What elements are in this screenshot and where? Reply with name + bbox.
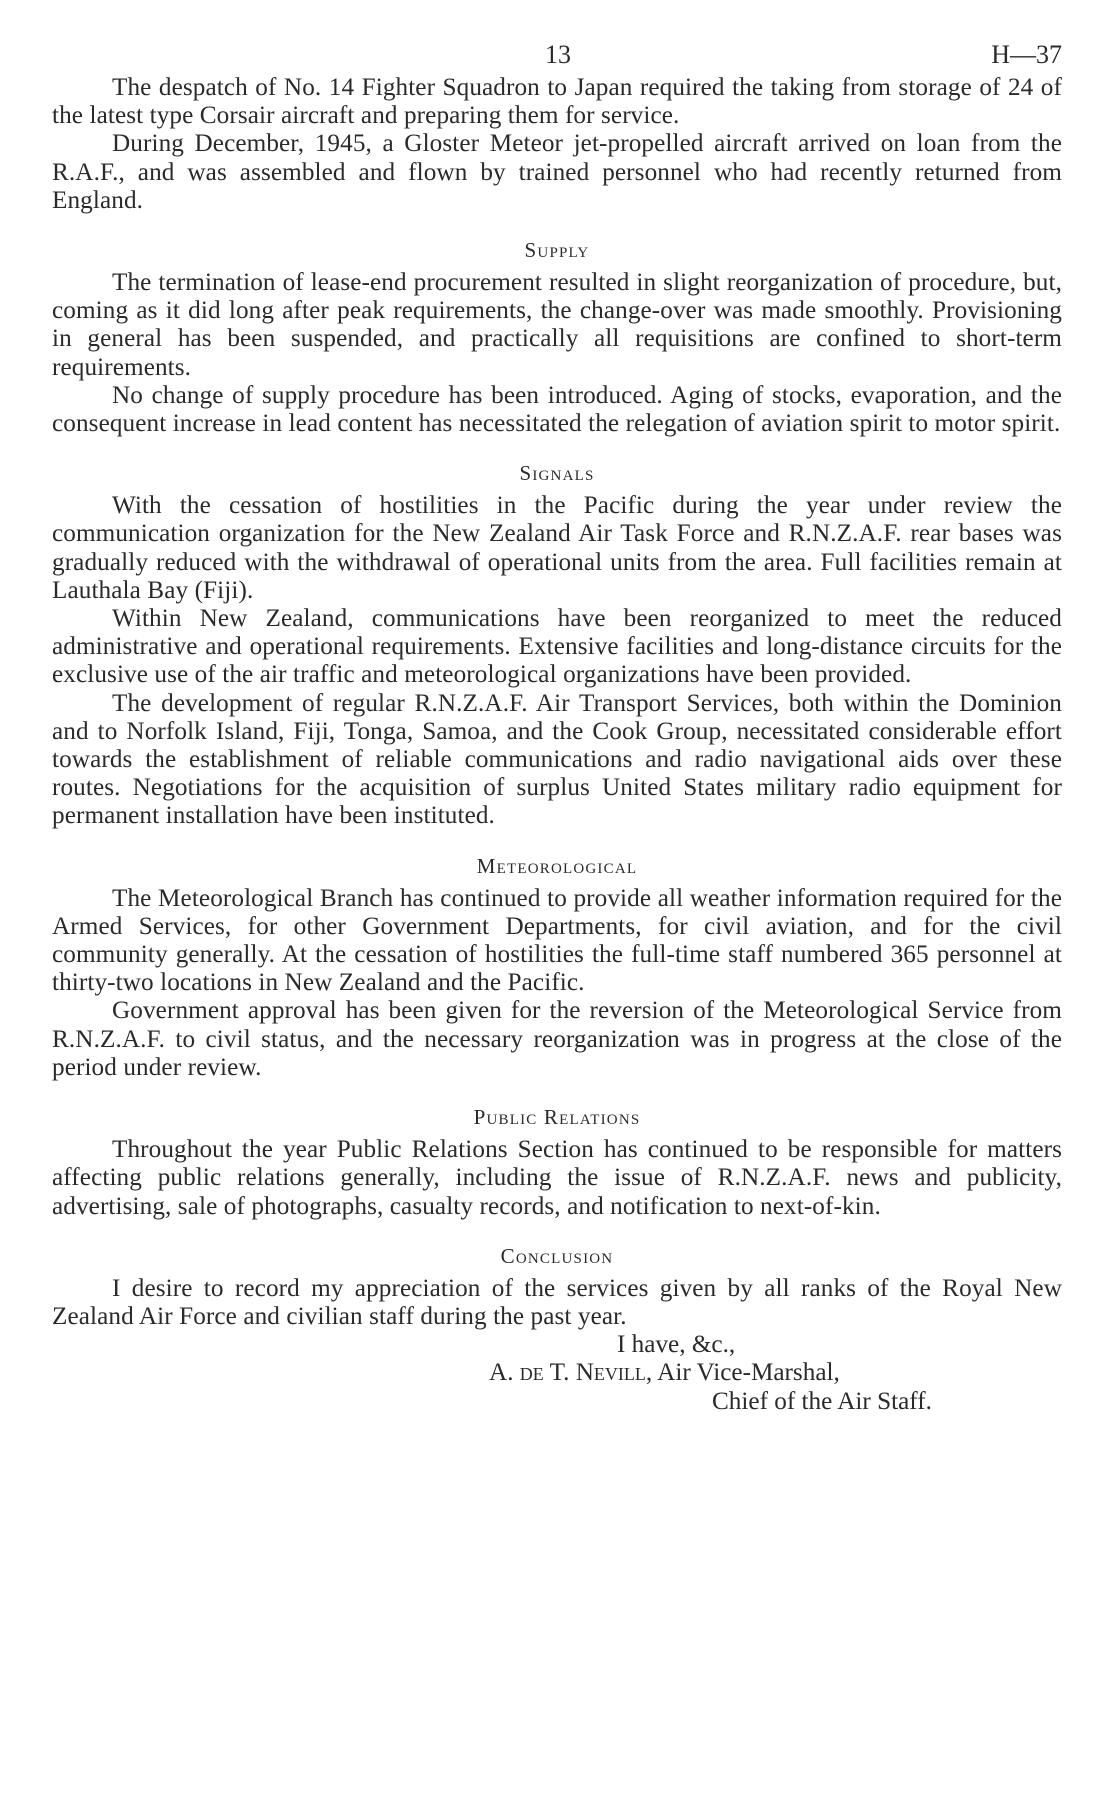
- closing-line: I have, &c.,: [617, 1331, 736, 1359]
- paragraph: No change of supply procedure has been introduced. Aging of stocks, evaporation, and the consequent increase in lead content has necessitated the relegation of aviation spirit to motor spirit.: [52, 381, 1062, 438]
- paragraph: The development of regular R.N.Z.A.F. Air Transport Services, both within the Dominion and to Norfolk Island, Fiji, Tonga, Samoa, and the Cook Group, necessitated considerable effort towards the establishment of reliable communications and radio navigational aids over these routes. Negotiations for the acquisition of surplus United States military radio equipment for permanent installation have been instituted.: [52, 689, 1062, 830]
- signature-block: [52, 1331, 1062, 1416]
- paragraph: During December, 1945, a Gloster Meteor jet-propelled aircraft arrived on loan from the R.A.F., and was assembled and flown by trained personnel who had recently returned from England.: [52, 130, 1062, 214]
- section-conclusion: [52, 1243, 1062, 1331]
- section-heading: Signals: [519, 461, 595, 486]
- section-signals: [52, 460, 1062, 830]
- page-number: 13: [545, 40, 571, 69]
- signatory-rank: Air Vice-Marshal,: [657, 1359, 840, 1387]
- section-heading: Supply: [524, 238, 590, 263]
- section-meteorological: [52, 853, 1062, 1082]
- document-page: [52, 30, 1062, 1416]
- intro-section: [52, 74, 1062, 215]
- section-heading: Public Relations: [473, 1105, 641, 1130]
- paragraph: The despatch of No. 14 Fighter Squadron to Japan required the taking from storage of 24 of the latest type Corsair aircraft and preparing them for service.: [52, 74, 1062, 130]
- signatory-name: A. de T. Nevill,: [489, 1359, 653, 1387]
- paragraph: Throughout the year Public Relations Section has continued to be responsible for matters affecting public relations generally, including the issue of R.N.Z.A.F. news and publicity, advertising, sale of photographs, casualty records, and notification to next-of-kin.: [52, 1136, 1062, 1220]
- section-supply: [52, 237, 1062, 438]
- paragraph: With the cessation of hostilities in the Pacific during the year under review the communication organization for the New Zealand Air Task Force and R.N.Z.A.F. rear bases was gradually reduced with the withdrawal of operational units from the area. Full facilities remain at Lauthala Bay (Fiji).: [52, 492, 1062, 604]
- paragraph: I desire to record my appreciation of the services given by all ranks of the Royal New Zealand Air Force and civilian staff during the past year.: [52, 1274, 1062, 1330]
- paragraph: Within New Zealand, communications have been reorganized to meet the reduced administrative and operational requirements. Extensive facilities and long-distance circuits for the exclusive use of the air traffic and meteorological organizations have been provided.: [52, 605, 1062, 689]
- document-reference: H—37: [991, 40, 1062, 69]
- signatory-title: Chief of the Air Staff.: [712, 1387, 932, 1415]
- paragraph: The Meteorological Branch has continued to provide all weather information required for the Armed Services, for other Government Departments, for civil aviation, and for the civil community generally. At the cessation of hostilities the full-time staff numbered 365 personnel at thirty-two locations in New Zealand and the Pacific.: [52, 884, 1062, 997]
- section-heading: Conclusion: [500, 1243, 614, 1268]
- page-header: [52, 30, 1062, 74]
- paragraph: Government approval has been given for the reversion of the Meteorological Service from R.N.Z.A.F. to civil status, and the necessary reorganization was in progress at the close of the period under review.: [52, 997, 1062, 1081]
- section-public-relations: [52, 1104, 1062, 1221]
- section-heading: Meteorological: [476, 853, 638, 878]
- paragraph: The termination of lease-end procurement resulted in slight reorganization of procedure, but, coming as it did long after peak requirements, the change-over was made smoothly. Provisioning in general has been suspended, and practically all requisitions are confined to short-term requirements.: [52, 269, 1062, 381]
- signatory-line: [52, 1359, 1062, 1387]
